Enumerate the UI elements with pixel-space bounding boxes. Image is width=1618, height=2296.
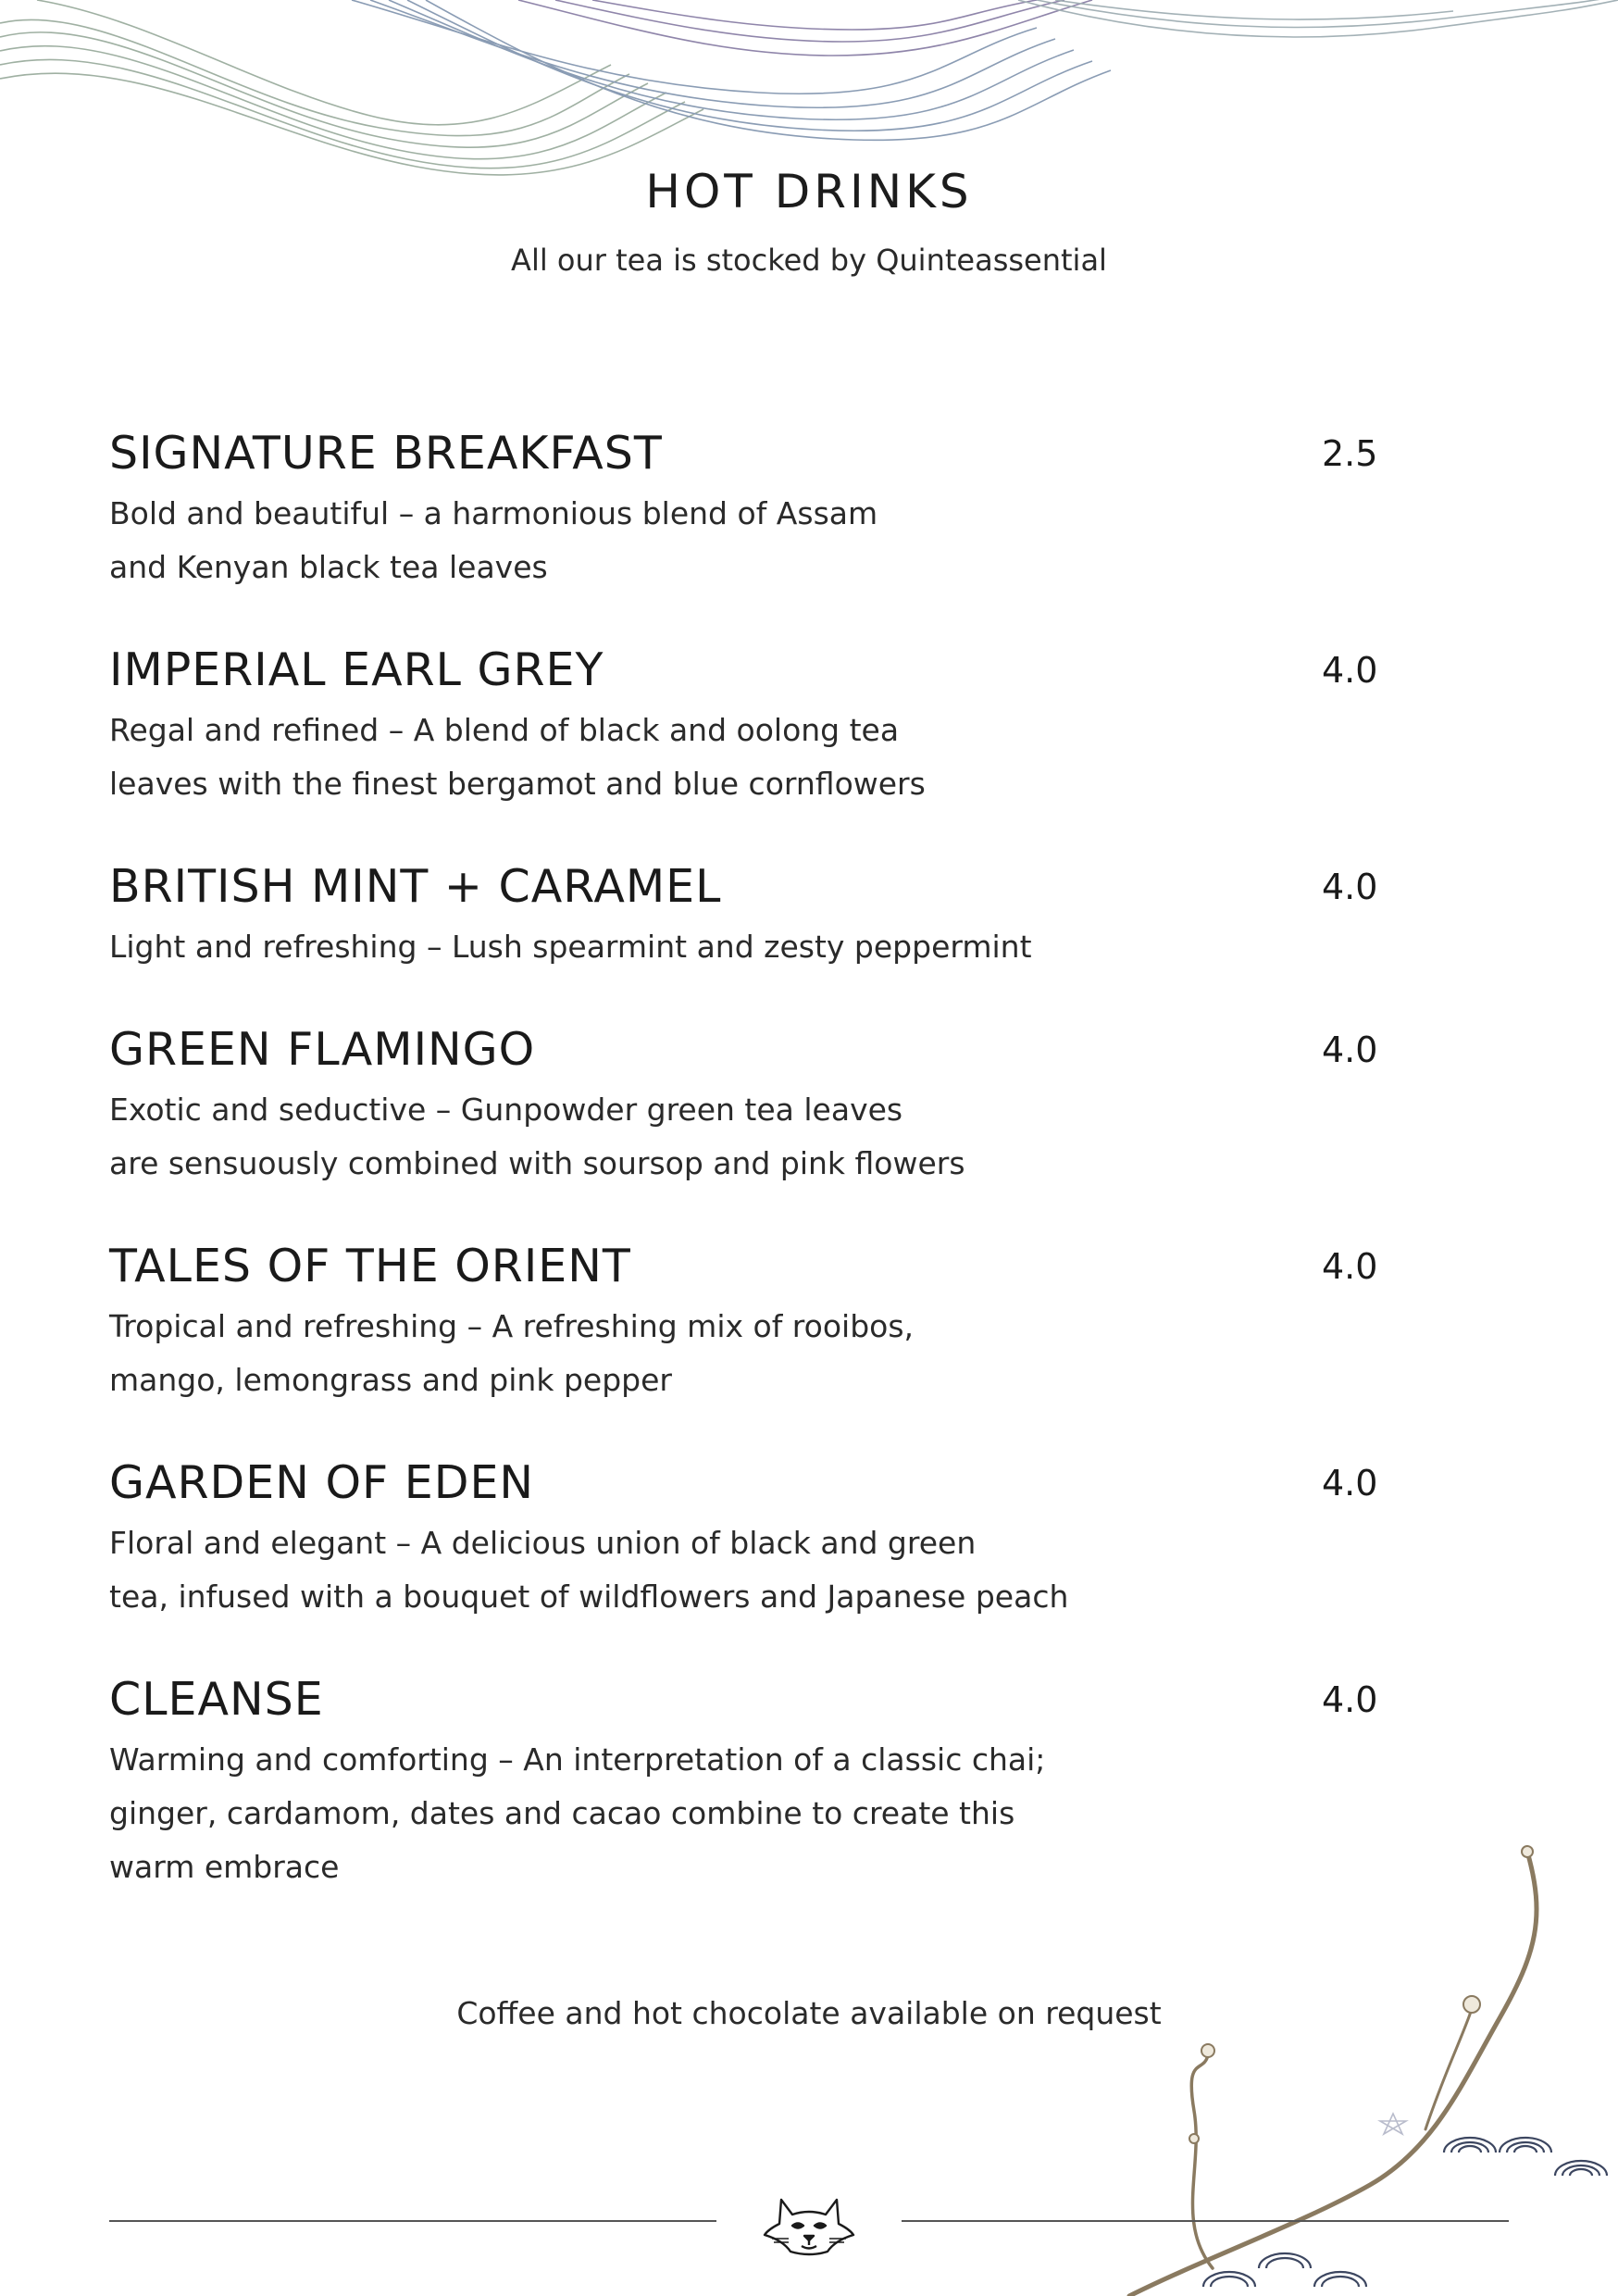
menu-item — [109, 859, 1470, 974]
item-name: CLEANSE — [109, 1673, 324, 1726]
item-price: 4.0 — [1322, 1463, 1378, 1504]
item-name: GREEN FLAMINGO — [109, 1023, 536, 1076]
item-price: 4.0 — [1322, 650, 1378, 691]
description-line: Floral and elegant – A delicious union of black and green — [109, 1525, 977, 1561]
item-price: 4.0 — [1322, 867, 1378, 907]
description-line: mango, lemongrass and pink pepper — [109, 1362, 672, 1398]
description-line: Regal and refined – A blend of black and oolong tea — [109, 712, 900, 748]
description-line: Exotic and seductive – Gunpowder green tea leaves — [109, 1092, 903, 1128]
wave-pattern-decoration — [0, 0, 1618, 176]
description-line: warm embrace — [109, 1849, 340, 1885]
divider-right — [902, 2220, 1509, 2222]
item-price: 4.0 — [1322, 1679, 1378, 1720]
description-line: Light and refreshing – Lush spearmint and zesty peppermint — [109, 929, 1032, 965]
item-description — [109, 1300, 1127, 1407]
description-line: Bold and beautiful – a harmonious blend of Assam — [109, 495, 878, 531]
item-description — [109, 1733, 1127, 1894]
item-name: TALES OF THE ORIENT — [109, 1240, 631, 1292]
footer-note: Coffee and hot chocolate available on request — [456, 1995, 1162, 2031]
item-name: BRITISH MINT + CARAMEL — [109, 860, 722, 913]
cat-face-icon — [761, 2192, 857, 2257]
divider-left — [109, 2220, 716, 2222]
description-line: Warming and comforting – An interpretation of a classic chai; — [109, 1741, 1046, 1778]
item-price: 4.0 — [1322, 1246, 1378, 1287]
item-description — [109, 1083, 1127, 1191]
description-line: tea, infused with a bouquet of wildflowers and Japanese peach — [109, 1578, 1069, 1615]
description-line: ginger, cardamom, dates and cacao combine to create this — [109, 1795, 1015, 1831]
menu-item — [109, 1455, 1470, 1624]
item-name: IMPERIAL EARL GREY — [109, 643, 604, 696]
page-title: HOT DRINKS — [645, 165, 973, 218]
menu-item — [109, 643, 1470, 811]
description-line: leaves with the finest bergamot and blue cornflowers — [109, 766, 926, 802]
item-description — [109, 1516, 1127, 1624]
menu-item — [109, 1239, 1470, 1407]
blossom-branch-decoration — [1064, 1833, 1618, 2296]
menu-item — [109, 1022, 1470, 1191]
menu-item — [109, 426, 1470, 594]
item-name: GARDEN OF EDEN — [109, 1456, 535, 1509]
item-price: 2.5 — [1322, 433, 1378, 474]
description-line: Tropical and refreshing – A refreshing mix of rooibos, — [109, 1308, 915, 1344]
description-line: are sensuously combined with soursop and pink flowers — [109, 1145, 965, 1181]
item-description — [109, 704, 1127, 811]
item-name: SIGNATURE BREAKFAST — [109, 427, 663, 480]
item-description — [109, 920, 1127, 974]
item-description — [109, 487, 1127, 594]
menu-list — [109, 426, 1470, 1942]
item-price: 4.0 — [1322, 1029, 1378, 1070]
page-subtitle: All our tea is stocked by Quinteassential — [511, 243, 1107, 278]
description-line: and Kenyan black tea leaves — [109, 549, 548, 585]
